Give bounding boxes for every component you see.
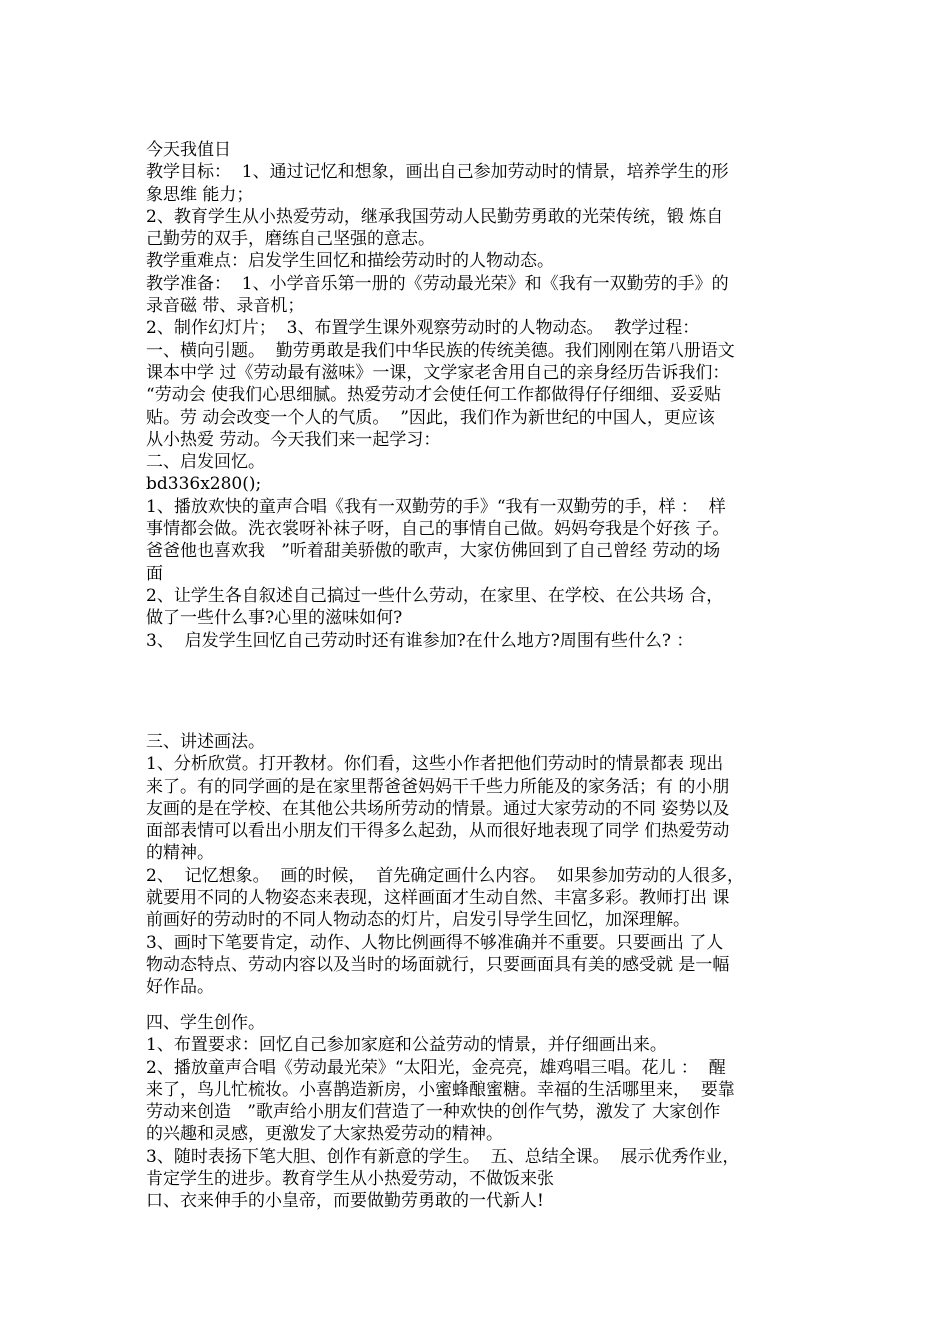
text-line: 劳动来创造 ”歌声给小朋友们营造了一种欢快的创作气势，激发了 大家创作 xyxy=(146,1102,721,1123)
text-line: 从小热爱 劳动。今天我们来一起学习： xyxy=(146,429,441,450)
text-line: 事情都会做。洗衣裳呀补袜子呀，自己的事情自己做。妈妈夸我是个好孩 子。 xyxy=(146,519,730,540)
text-line: 教学准备： 1、小学音乐第一册的《劳动最光荣》和《我有一双勤劳的手》的 xyxy=(146,273,729,294)
text-line: 己勤劳的双手，磨练自己坚强的意志。 xyxy=(146,229,435,250)
text-line: 教学重难点：启发学生回忆和描绘劳动时的人物动态。 xyxy=(146,251,554,272)
text-line: 课本中学 过《劳动最有滋味》一课，文学家老舍用自己的亲身经历告诉我们： xyxy=(146,362,730,383)
text-line: 的精神。 xyxy=(146,843,214,864)
text-line: 1、播放欢快的童声合唱《我有一双勤劳的手》“我有一双勤劳的手，样 ： 样 xyxy=(146,496,726,517)
text-line: 友画的是在学校、在其他公共场所劳动的情景。通过大家劳动的不同 姿势以及 xyxy=(146,798,730,819)
text-line: 物动态特点、劳动内容以及当时的场面就行，只要画面具有美的感受就 是一幅 xyxy=(146,954,730,975)
text-line: 1、布置要求：回忆自己参加家庭和公益劳动的情景，并仔细画出来。 xyxy=(146,1035,667,1056)
section-heading: 一、横向引题。 勤劳勇敢是我们中华民族的传统美德。我们刚刚在第八册语文 xyxy=(146,340,735,361)
text-line: 教学目标： 1、通过记忆和想象，画出自己参加劳动时的情景，培养学生的形 xyxy=(146,162,729,183)
text-line: 贴。劳 动会改变一个人的气质。 ”因此，我们作为新世纪的中国人，更应该 xyxy=(146,407,715,428)
document-title: 今天我值日 xyxy=(146,140,231,160)
text-line: 肯定学生的进步。教育学生从小热爱劳动，不做饭来张 xyxy=(146,1169,554,1190)
text-line: 3、画时下笔要肯定，动作、人物比例画得不够准确并不重要。只要画出 了人 xyxy=(146,932,724,953)
text-line: 就要用不同的人物姿态来表现，这样画面才生动自然、丰富多彩。教师打出 课 xyxy=(146,888,730,909)
section-heading: 四、学生创作。 xyxy=(146,1013,265,1033)
text-line: 2、教育学生从小热爱劳动，继承我国劳动人民勤劳勇敢的光荣传统，锻 炼自 xyxy=(146,206,724,227)
text-line: 爸爸他也喜欢我 ”听着甜美骄傲的歌声，大家仿佛回到了自己曾经 劳动的场 xyxy=(146,541,721,562)
text-line: 口、衣来伸手的小皇帝，而要做勤劳勇敢的一代新人! xyxy=(146,1191,544,1212)
text-line: “劳动会 使我们心思细腻。热爱劳动才会使任何工作都做得仔仔细细、妥妥贴 xyxy=(146,385,722,406)
text-line: 做了一些什么事?心里的滋味如何? xyxy=(146,608,403,629)
text-line: 来了，鸟儿忙梳妆。小喜鹊造新房，小蜜蜂酿蜜糖。幸福的生活哪里来， 要靠 xyxy=(146,1079,735,1100)
text-line: 2、让学生各自叙述自己搞过一些什么劳动，在家里、在学校、在公共场 合， xyxy=(146,585,724,606)
text-line: 1、分析欣赏。打开教材。你们看，这些小作者把他们劳动时的情景都表 现出 xyxy=(146,754,724,775)
text-line: 3、随时表扬下笔大胆、创作有新意的学生。 五、总结全课。 展示优秀作业， xyxy=(146,1146,740,1167)
text-line: 3、 启发学生回忆自己劳动时还有谁参加?在什么地方?周围有些什么? ： xyxy=(146,630,694,651)
text-line: 好作品。 xyxy=(146,977,214,998)
text-line: 象思维 能力； xyxy=(146,184,254,205)
text-line: 面部表情可以看出小朋友们干得多么起劲，从而很好地表现了同学 们热爱劳动 xyxy=(146,821,730,842)
text-line: 2、制作幻灯片； 3、布置学生课外观察劳动时的人物动态。 教学过程： xyxy=(146,318,700,339)
lesson-plan-part-3 xyxy=(146,1012,816,1213)
text-line: bd336x280(); xyxy=(146,474,262,495)
text-line: 前画好的劳动时的不同人物动态的灯片，启发引导学生回忆，加深理解。 xyxy=(146,910,690,931)
text-line: 的兴趣和灵感，更激发了大家热爱劳动的精神。 xyxy=(146,1124,503,1145)
section-heading: 二、启发回忆。 xyxy=(146,452,265,473)
lesson-plan-part-1 xyxy=(146,139,816,652)
text-line: 面 xyxy=(146,563,163,584)
text-line: 2、 记忆想象。 画的时候， 首先确定画什么内容。 如果参加劳动的人很多， xyxy=(146,865,745,886)
text-line: 录音磁 带、录音机； xyxy=(146,296,305,317)
text-line: 来了。有的同学画的是在家里帮爸爸妈妈干千些力所能及的家务活；有 的小朋 xyxy=(146,776,730,797)
text-line: 2、播放童声合唱《劳动最光荣》“太阳光，金亮亮，雄鸡唱三唱。花儿 ： 醒 xyxy=(146,1057,726,1078)
section-heading: 三、讲述画法。 xyxy=(146,732,265,752)
lesson-plan-part-2 xyxy=(146,731,816,999)
